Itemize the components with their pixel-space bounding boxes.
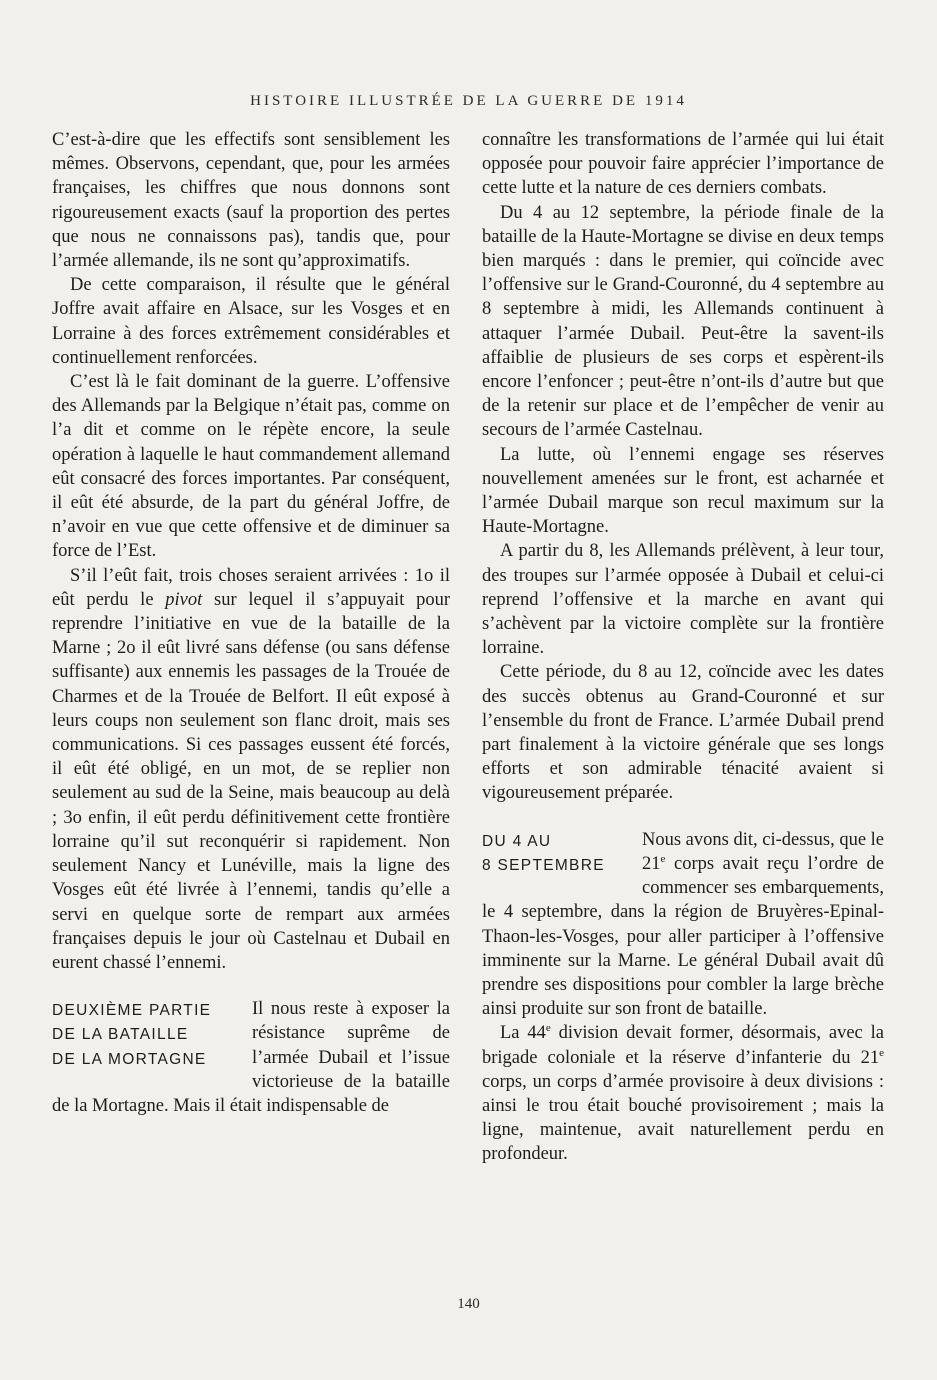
superscript: e: [879, 1046, 884, 1059]
text-run: La 44: [500, 1023, 546, 1044]
paragraph: Du 4 au 12 septembre, la période finale de la bataille de la Haute-Mortagne se divise en deux temps bien marqués : dans le premier, qui coïncide avec l’offensive sur le Grand-Couronné, du 4 septembre au 8 septembre à midi, les Allemands continuent à attaquer l’armée Dubail. Peut-être la savent-ils affaiblie de plusieurs de ses corps et espèrent-ils encore l’enfoncer ; peut-être n’ont-ils d’autre but que de la retenir sur place et de l’empêcher de venir au secours de l’armée Castelnau.: [482, 202, 884, 441]
section-heading-line: DEUXIÈME PARTIE: [52, 1002, 212, 1020]
paragraph: connaître les transformations de l’armée qui lui était opposée pour pouvoir faire apprécier l’importance de cette lutte et la nature de ces derniers combats.: [482, 130, 884, 199]
text-run: S’il l’eût fait, trois choses seraient arrivées : 1o il eût perdu le: [52, 565, 450, 610]
section-heading-line: 8 SEPTEMBRE: [482, 856, 605, 874]
section-heading-line: DE LA BATAILLE: [52, 1026, 189, 1044]
italic-term: pivot: [165, 589, 203, 610]
paragraph: [482, 1021, 884, 1166]
section-heading-line: DE LA MORTAGNE: [52, 1050, 207, 1068]
running-head: HISTOIRE ILLUSTRÉE DE LA GUERRE DE 1914: [250, 93, 687, 109]
section-heading: [52, 999, 252, 1072]
section-heading-line: DU 4 AU: [482, 832, 552, 850]
paragraph: De cette comparaison, il résulte que le général Joffre avait affaire en Alsace, sur les Vosges et en Lorraine à des forces extrêmement considérables et continuellement renforcées.: [52, 275, 450, 368]
paragraph: C’est-à-dire que les effectifs sont sensiblement les mêmes. Observons, cependant, que, pour les armées françaises, les chiffres que nous donnons sont rigoureusement exacts (sauf la proportion des pertes que nous ne connaissons pas), tandis que, pour l’armée allemande, ils ne sont qu’approximatifs.: [52, 130, 450, 272]
text-run: division devait former, désormais, avec la brigade coloniale et la réserve d’infanterie du 21: [482, 1023, 884, 1068]
paragraph: La lutte, où l’ennemi engage ses réserves nouvellement amenées sur le front, est acharnée et l’armée Dubail marque son recul maximum sur la Haute-Mortagne.: [482, 444, 884, 538]
text-run: corps, un corps d’armée provisoire à deux divisions : ainsi le trou était bouché provisoirement ; mais la ligne, maintenue, avait naturellement perdu en profondeur.: [482, 1071, 884, 1165]
paragraph: Il nous reste à exposer la résistance suprême de l’armée Dubail et l’issue victorieuse de la bataille de la Mortagne. Mais il était indispensable de: [52, 999, 450, 1116]
text-run: corps avait reçu l’ordre de commencer ses embarquements, le 4 septembre, dans la région de Bruyères-Epinal-Thaon-les-Vosges, pour aller participer à l’offensive imminente sur la Marne. Le général Dubail avait dû prendre ses dispositions pour combler la large brèche ainsi produite sur son front de bataille.: [482, 853, 884, 1020]
section-deuxieme-partie: [52, 997, 450, 1118]
text-run: Nous avons dit, ci-dessus, que le 21: [642, 829, 885, 874]
paragraph: Cette période, du 8 au 12, coïncide avec les dates des succès obtenus au Grand-Couronné et sur l’ensemble du front de France. L’armée Dubail prend part finalement à la victoire générale que ses longs efforts et son admirable ténacité avaient si vigoureusement préparée.: [482, 662, 884, 804]
section-du-4-au-8-septembre: [482, 828, 884, 1167]
paragraph: A partir du 8, les Allemands prélèvent, à leur tour, des troupes sur l’armée opposée à Dubail et celui-ci reprend l’offensive et la marche en avant qui s’achèvent par la victoire complète sur la frontière lorraine.: [482, 541, 884, 659]
right-column: [482, 128, 884, 1167]
left-column: [52, 128, 450, 1118]
page-number: 140: [457, 1296, 480, 1312]
section-heading: [482, 830, 642, 878]
paragraph: [52, 564, 450, 975]
superscript: e: [660, 852, 666, 865]
text-run: sur lequel il s’appuyait pour reprendre l’initiative en vue de la bataille de la Marne ; 2o il eût livré sans défense (ou sans défense suffisante) aux ennemis les passages de la Trouée de Charmes et de la Trouée de Belfort. Il eût exposé à leurs coups non seulement son flanc droit, mais ses communications. Si ces passages eussent été forcés, il eût été obligé, en un mot, de se replier non seulement au sud de la Seine, mais beaucoup au delà ; 3o enfin, il eût perdu définitivement cette frontière lorraine qu’il sut reconquérir si rapidement. Non seulement Nancy et Lunéville, mais la ligne des Vosges eût été livrée à l’ennemi, tandis qu’elle a servi en quelque sorte de rempart aux armées françaises depuis le jour où Castelnau et Dubail en eurent chassé l’ennemi.: [52, 589, 450, 973]
paragraph: C’est là le fait dominant de la guerre. L’offensive des Allemands par la Belgique n’était pas, comme on l’a dit et comme on le répète encore, la seule opération à laquelle le haut commandement allemand eût consacré des forces importantes. Par conséquent, il eût été absurde, de la part du général Joffre, de n’avoir en vue que cette offensive et de diminuer sa force de l’Est.: [52, 372, 450, 562]
superscript: e: [545, 1022, 551, 1035]
